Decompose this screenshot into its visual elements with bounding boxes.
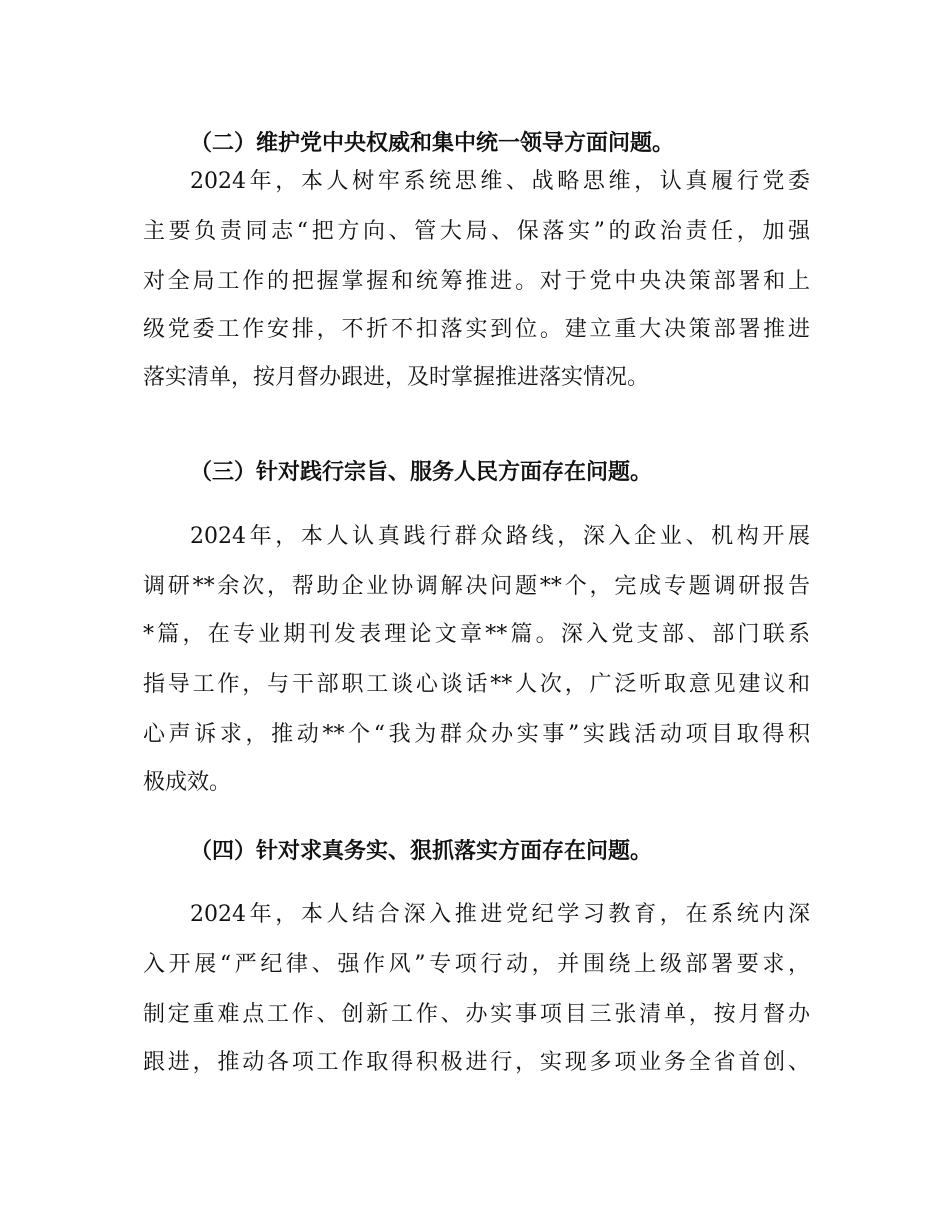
paragraph-line: 调研**余次，帮助企业协调解决问题**个，完成专题调研报告 bbox=[143, 574, 810, 599]
paragraph-line: 跟进，推动各项工作取得积极进行，实现多项业务全省首创、 bbox=[143, 1050, 810, 1075]
section-heading: （二）维护党中央权威和集中统一领导方面问题。 bbox=[190, 130, 675, 156]
paragraph-line: 极成效。 bbox=[143, 770, 232, 795]
paragraph-line: 2024年，本人树牢系统思维、战略思维，认真履行党委 bbox=[190, 169, 810, 194]
section-heading: （三）针对践行宗旨、服务人民方面存在问题。 bbox=[190, 459, 653, 485]
paragraph-line: 对全局工作的把握掌握和统筹推进。对于党中央决策部署和上 bbox=[143, 269, 810, 294]
paragraph-line: 2024年，本人认真践行群众路线，深入企业、机构开展 bbox=[190, 524, 810, 549]
paragraph-line: 落实清单，按月督办跟进，及时掌握推进落实情况。 bbox=[143, 365, 650, 390]
paragraph-line: 2024年，本人结合深入推进党纪学习教育，在系统内深 bbox=[190, 902, 810, 927]
paragraph-line: 入开展“严纪律、强作风”专项行动，并围绕上级部署要求， bbox=[143, 952, 810, 977]
paragraph-line: 指导工作，与干部职工谈心谈话**人次，广泛听取意见建议和 bbox=[143, 672, 810, 697]
paragraph-line: 主要负责同志“把方向、管大局、保落实”的政治责任，加强 bbox=[143, 219, 810, 244]
paragraph-line: 级党委工作安排，不折不扣落实到位。建立重大决策部署推进 bbox=[143, 317, 810, 342]
section-heading: （四）针对求真务实、狠抓落实方面存在问题。 bbox=[190, 838, 653, 864]
paragraph-line: *篇，在专业期刊发表理论文章**篇。深入党支部、部门联系 bbox=[143, 622, 810, 647]
paragraph-line: 心声诉求，推动**个“我为群众办实事”实践活动项目取得积 bbox=[143, 722, 810, 747]
paragraph-line: 制定重难点工作、创新工作、办实事项目三张清单，按月督办 bbox=[143, 1002, 810, 1027]
